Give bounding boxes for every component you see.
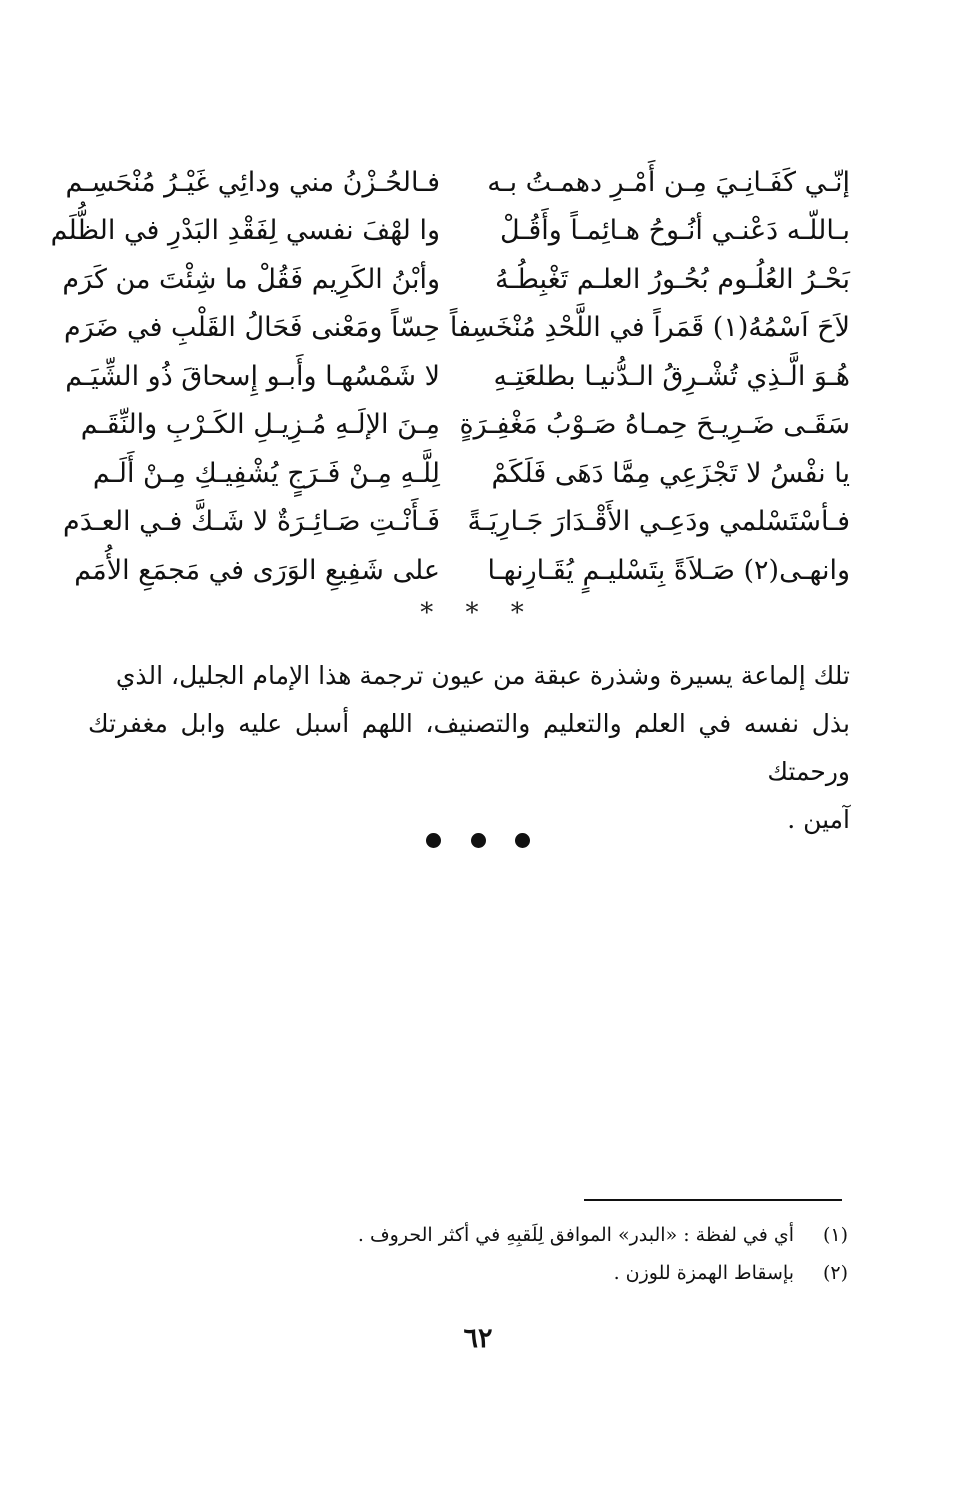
end-ornament <box>0 833 956 852</box>
poem-verse <box>74 546 850 595</box>
footnote-text: بإسقاط الهمزة للوزن . <box>613 1262 794 1284</box>
poem <box>50 158 850 595</box>
poem-verse <box>63 498 850 547</box>
ornament-dot <box>426 833 441 848</box>
verse-first-hemistich: بَحْـرُ العُلُـوم بُحُـورُ العلـم تَغْبِطُـهُ <box>495 263 850 295</box>
verse-second-hemistich: حِسّاً ومَعْنى فَحَالُ القَلْبِ في ضَرَم <box>63 312 440 344</box>
page-number: ٦٢ <box>463 1323 493 1354</box>
verse-second-hemistich: لا شَمْسُهـا وأَبـو إِسحاقَ ذُو الشِّيَـم <box>65 360 440 392</box>
verse-second-hemistich: فَـأَنْـتِ صَـائِـرَةٌ لا شَـكَّ فـي العـدَم <box>63 506 440 538</box>
paragraph-line: بذل نفسه في العلم والتعليم والتصنيف، اللهم أسبل عليه وابل مغفرتك ورحمتك <box>88 709 850 786</box>
verse-first-hemistich: يا نفْسُ لا تَجْزَعِي مِمَّا دَهَى فَلَكَمْ <box>491 457 850 489</box>
verse-first-hemistich: بـاللّـه دَعْنـي أنُـوحُ هـائِمـاً وأَقُـلْ <box>500 215 850 247</box>
poem-verse <box>50 207 850 256</box>
verse-second-hemistich: مِـنَ الإلَـهِ مُـزِيـلِ الكَـرْبِ والنِّقَـم <box>80 409 440 441</box>
ornament-dot <box>471 833 486 848</box>
verse-first-hemistich: وانهـى(٢) صَـلاَةً بِتَسْليـمٍ يُقَـارِنهـا <box>487 554 850 586</box>
footnote-rule <box>584 1199 842 1201</box>
poem-verse <box>63 304 850 353</box>
footnote-number: (٢) <box>822 1262 848 1284</box>
verse-first-hemistich: إنّـي كَفَـانِـيَ مِـن أَمْـرِ دهمـتُ بـه <box>487 166 850 198</box>
ornament-dot <box>515 833 530 848</box>
verse-second-hemistich: فـالحُـزْنُ مني ودائِي غَيْـرُ مُنْحَسِـم <box>65 166 440 198</box>
paragraph-line: تلك إلماعة يسيرة وشذرة عبقة من عيون ترجمة هذا الإمام الجليل، الذي <box>115 661 850 690</box>
poem-verse <box>65 352 850 401</box>
paragraph-line: آمين . <box>787 805 850 834</box>
footnote <box>300 1216 848 1254</box>
poem-verse <box>62 255 850 304</box>
closing-paragraph <box>88 652 850 844</box>
footnote-text: أي في لفظة : «البدر» الموافق لِلَقبِهِ في أكثر الحروف . <box>357 1224 794 1246</box>
footnote-number: (١) <box>822 1224 848 1246</box>
footnotes <box>300 1216 848 1292</box>
section-separator: * * * <box>420 598 536 628</box>
verse-second-hemistich: على شَفِيعِ الوَرَى في مَجمَعِ الأُمَم <box>74 554 440 586</box>
verse-second-hemistich: لِلَّـهِ مِـنْ فَـرَجٍ يُشْفِيـكِ مِـنْ أَلَـم <box>92 457 440 489</box>
verse-first-hemistich: هُـوَ الَّـذِي تُشْـرِقُ الـدُّنيـا بطلعَتِـهِ <box>493 360 850 392</box>
verse-second-hemistich: وا لهْفَ نفسي لِفَقْدِ البَدْرِ في الظُّلَم <box>50 215 440 247</box>
footnote <box>300 1254 848 1292</box>
poem-verse <box>90 449 850 498</box>
verse-first-hemistich: فـأسْتَسْلمي ودَعِـي الأَقْـدَارَ جَـارِيَـةً <box>467 506 850 538</box>
verse-first-hemistich: سَقَـى ضَـرِيـحَ حِمـاهُ صَـوْبُ مَغْفِـرَةٍ <box>459 409 850 441</box>
poem-verse <box>65 158 850 207</box>
verse-first-hemistich: لاَحَ اَسْمُهُ(١) قَمَراً في اللَّحْدِ مُنْخَسِفاً <box>449 312 850 344</box>
verse-second-hemistich: وأبْنُ الكَرِيم فَقُلْ ما شِئْتَ من كَرَم <box>62 263 440 295</box>
poem-verse <box>80 401 850 450</box>
